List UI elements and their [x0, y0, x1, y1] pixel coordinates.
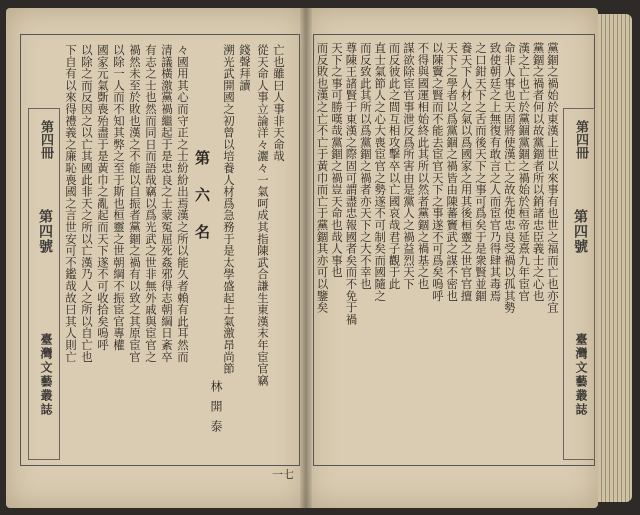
right-text-line: 養天下人材之氣以爲國家之用其後桓靈之世官官擅 [459, 42, 474, 302]
right-text-line: 直士氣節人之心大喪宦官之勢遂不可制矣而國隨之 [373, 42, 388, 302]
left-text-line: 從天命人事立論洋々灑々一氣呵成其指陳武合謙生東漢末年宦官竊 [256, 44, 270, 387]
left-band-issue: 第四號 [37, 208, 53, 254]
right-band-issue: 第四號 [572, 208, 588, 254]
left-text-line: 々國用其心而守正之士紛紛出焉漢之所以能久者賴有此耳然而 [176, 44, 190, 363]
right-text-line: 不得與國運相始終此其所以然者黨錮之禍基之也 [416, 42, 431, 290]
left-band-volume: 第四冊 [38, 119, 53, 159]
left-text-line: 禍然未至於敗也漢之不能以自振者黨錮之禍有以致之其原宦官 [128, 44, 142, 363]
right-text-line: 天下之事可勝嘆哉黨錮之禍豈天命也哉人事也 [330, 42, 344, 278]
right-text-line: 之口鉗天下之舌而後天下之事可爲矣于是衆賢並錮 [474, 42, 488, 302]
right-text-line: 命非人事也天固將使漢亡之故先使忠良受禍以孤其勢 [502, 42, 517, 314]
right-text-line: 天下之學者以爲黨錮之禍皆由陳蕃竇武之謀不密也 [445, 42, 460, 302]
right-band-title: 臺灣文藝叢誌 [574, 333, 588, 417]
right-text-line: 致使朝廷之上無復有敢言之人而宦官乃得肆其毒焉 [488, 42, 503, 302]
left-text-line: 清議橫激黨禍繼起于是忠良之士蒙冤屈死姦邪得志朝綱日紊卒 [160, 44, 174, 363]
right-text-line: 而反彼此之間互相攻擊卒以亡國哀哉君子觀于此 [387, 42, 402, 290]
left-text-line: 溯光武開國之初曾以培養人材爲急務于是太學盛起士氣激昂尚節 [222, 44, 236, 375]
left-band-title: 臺灣文藝叢誌 [39, 333, 53, 417]
author-name: 林開泰 [209, 380, 223, 440]
page-edges [598, 14, 632, 502]
right-text-line: 黨錮之禍者何以故黨錮者所以銷諸忠臣義士之心也 [531, 42, 546, 302]
right-text-line: 以陳竇之賢而不能去宦官天下之事遂不可爲矣嗚呼 [430, 42, 445, 302]
right-text-line: 謀欲除宦官事泄反爲所害由是黨人之禍益烈天下 [402, 42, 416, 290]
left-text-line: 錢聲拜讀 [238, 44, 252, 92]
right-text-line: 黨錮之禍始於東漢上世以來事有也世之福而亡也亦宜 [546, 42, 560, 314]
section-heading: 第六名 [193, 150, 211, 261]
left-text-line: 以除之而反因之以亡其國此非天之所以亡漢乃人之所以自亡也 [80, 44, 94, 363]
right-text-line: 而反敗也漢之亡不亡于黃巾而亡于黨錮其亦可以鑒矣 [315, 42, 330, 314]
left-text-line: 有志之士也然而同日而語哉竊以爲光武之世非無外戚與宦官之 [144, 44, 158, 363]
right-band-volume: 第四冊 [573, 119, 588, 159]
left-text-line: 以除一人而不知其弊之至于斯也桓靈之世朝綱不振宦官專權 [112, 44, 126, 351]
left-text-line: 國家元氣斲喪殆盡于是黃巾之亂起而天下遂不可收拾矣嗚呼 [96, 44, 110, 351]
left-text-line: 下自有以來得禮義之廉恥喪國之言世安可不鑑哉故曰其人則亡 [64, 44, 78, 363]
right-text-line: 尊陳王諸賢于東漢之際固可謂盡忠報國者矣而不免于禍 [344, 42, 359, 326]
book-spine [300, 8, 312, 508]
right-text-line: 而反致此其所以爲黨錮之禍者亦天下之大不幸也 [358, 42, 373, 290]
left-text-line: 亡也雖曰人事非天命哉 [272, 44, 286, 162]
page-number: 一七 [272, 468, 294, 481]
right-text-line: 漢之亡也亡於黨錮黨錮之禍始於桓帝延熹九年宦官 [517, 42, 532, 302]
